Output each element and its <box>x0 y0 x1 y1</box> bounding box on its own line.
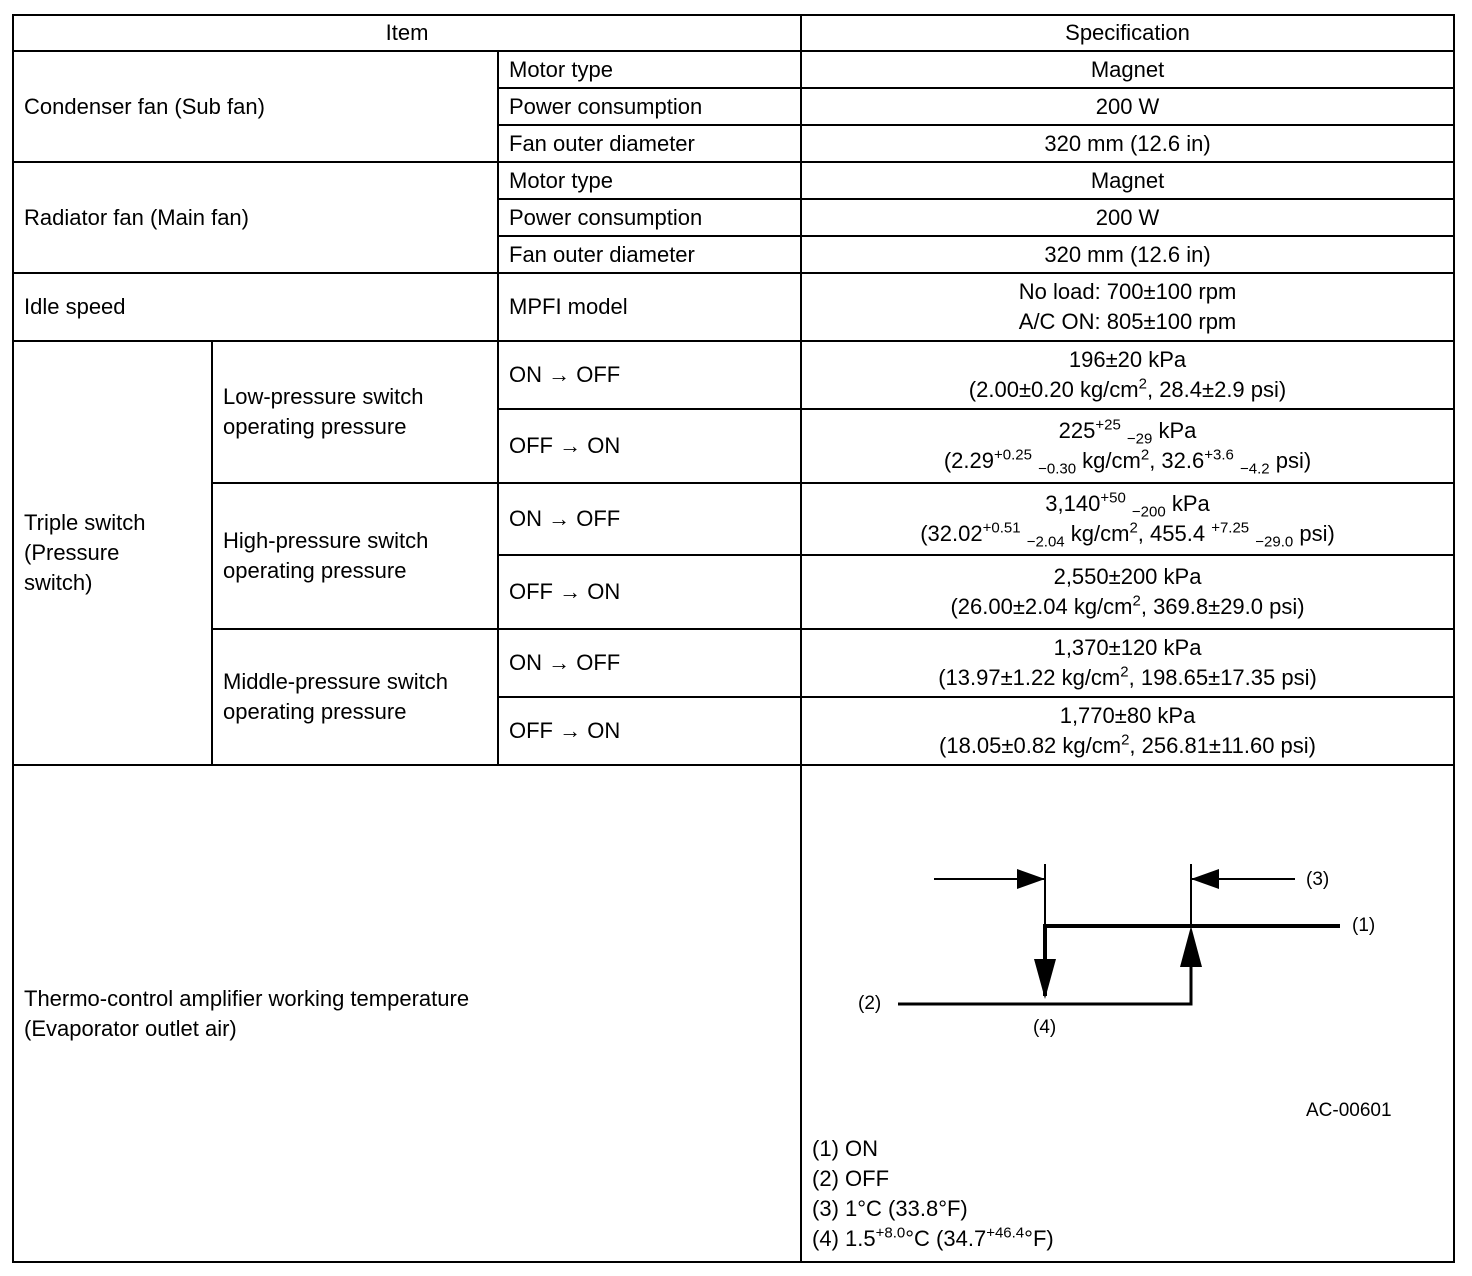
value-line: (18.05±0.82 $kg/cm^2$, 256.81±11.60 psi) <box>939 731 1316 758</box>
value-line: ($2.29^{+0.25}$ $_{-0.30}$ $kg/cm^2$, $32.6^{+3.6}$ $_{-4.2}$ psi) <box>943 446 1312 478</box>
label-line: (Pressure <box>24 540 120 565</box>
value-cell <box>801 697 1454 765</box>
label-line: operating pressure <box>223 699 407 724</box>
callout-3: (3) <box>1306 869 1330 890</box>
value-line: A/C ON: 805±100 rpm <box>1018 309 1237 334</box>
value-cell: Magnet <box>801 51 1454 88</box>
label-line: High-pressure switch <box>223 528 429 553</box>
legend-item: (1) ON <box>812 1136 879 1161</box>
condition-cell: OFF → ON <box>498 697 801 765</box>
low-pressure-switch-label <box>212 341 498 483</box>
value-line: 2,550±200 kPa <box>1053 564 1202 589</box>
diagram-legend <box>812 1134 1054 1254</box>
value-cell <box>801 629 1454 697</box>
table-row <box>13 341 1454 409</box>
thermo-label <box>13 765 801 1262</box>
value-cell <box>801 341 1454 409</box>
idle-speed-value <box>801 273 1454 341</box>
condition-cell: OFF → ON <box>498 555 801 629</box>
value-line: (13.97±1.22 $kg/cm^2$, 198.65±17.35 psi) <box>938 663 1317 690</box>
value-line: ($32.02^{+0.51}$ $_{-2.04}$ $kg/cm^2$, 455.4 $^{+7.25}$ $_{-29.0}$ psi) <box>920 519 1335 551</box>
value-line: 196±20 kPa <box>1068 347 1187 372</box>
value-line: (2.00±0.20 $kg/cm^2$, 28.4±2.9 psi) <box>968 375 1287 402</box>
value-line: 1,370±120 kPa <box>1053 635 1202 660</box>
callout-2: (2) <box>858 993 882 1014</box>
label-line: Thermo-control amplifier working temperature <box>24 985 470 1011</box>
value-line: $225^{+25}$ $_{-29}$ kPa <box>1058 416 1197 448</box>
switch-on-arrow <box>1180 926 1202 967</box>
value-line: No load: 700±100 rpm <box>1018 279 1237 304</box>
value-line: (26.00±2.04 $kg/cm^2$, 369.8±29.0 psi) <box>950 592 1305 619</box>
label-line: Low-pressure switch <box>223 384 424 409</box>
thermo-diagram-cell <box>801 765 1454 1262</box>
idle-speed-label: Idle speed <box>13 273 498 341</box>
callout-1: (1) <box>1352 915 1376 936</box>
header-item: Item <box>13 15 801 51</box>
param-cell: Motor type <box>498 51 801 88</box>
table-row <box>13 483 1454 555</box>
condition-cell: ON → OFF <box>498 341 801 409</box>
table-row <box>13 273 1454 341</box>
table-row <box>13 629 1454 697</box>
high-pressure-switch-label <box>212 483 498 629</box>
condition-cell: ON → OFF <box>498 629 801 697</box>
callout-4: (4) <box>1033 1017 1057 1038</box>
value-cell <box>801 555 1454 629</box>
label-line: Triple switch <box>24 510 146 535</box>
param-cell: Power consumption <box>498 88 801 125</box>
label-line: Middle-pressure switch <box>223 669 448 694</box>
label-line: operating pressure <box>223 414 407 439</box>
value-cell: 320 mm (12.6 in) <box>801 236 1454 273</box>
figure-code: AC-00601 <box>1306 1100 1392 1121</box>
value-cell: 200 W <box>801 88 1454 125</box>
specification-table <box>12 14 1455 1263</box>
label-line: operating pressure <box>223 558 407 583</box>
value-line: 1,770±80 kPa <box>1059 703 1196 728</box>
label-line: switch) <box>24 570 93 595</box>
radiator-fan-label: Radiator fan (Main fan) <box>13 162 498 273</box>
label-line: (Evaporator outlet air) <box>24 1015 237 1041</box>
condition-cell: OFF → ON <box>498 409 801 483</box>
switch-off-arrow <box>1034 959 1056 999</box>
table-row <box>13 51 1454 88</box>
header-specification: Specification <box>801 15 1454 51</box>
triple-switch-label <box>13 341 212 765</box>
param-cell: Power consumption <box>498 199 801 236</box>
header-row <box>13 15 1454 51</box>
hysteresis-diagram <box>802 766 1452 1126</box>
value-cell: Magnet <box>801 162 1454 199</box>
param-cell: Fan outer diameter <box>498 125 801 162</box>
value-cell <box>801 409 1454 483</box>
legend-item: (4) $1.5^{+8.0}^\circ C$ $(34.7^{+46.4}^\circ F)$ <box>812 1224 1054 1251</box>
value-cell <box>801 483 1454 555</box>
middle-pressure-switch-label <box>212 629 498 765</box>
value-cell: 320 mm (12.6 in) <box>801 125 1454 162</box>
value-line: $3,140^{+50}$ $_{-200}$ kPa <box>1045 489 1210 521</box>
condenser-fan-label: Condenser fan (Sub fan) <box>13 51 498 162</box>
condition-cell: ON → OFF <box>498 483 801 555</box>
value-cell: 200 W <box>801 199 1454 236</box>
param-cell: Fan outer diameter <box>498 236 801 273</box>
param-cell: Motor type <box>498 162 801 199</box>
legend-item: (3) 1°C (33.8°F) <box>812 1196 968 1221</box>
param-cell: MPFI model <box>498 273 801 341</box>
table-row <box>13 765 1454 1262</box>
legend-item: (2) OFF <box>812 1166 890 1191</box>
table-row <box>13 162 1454 199</box>
